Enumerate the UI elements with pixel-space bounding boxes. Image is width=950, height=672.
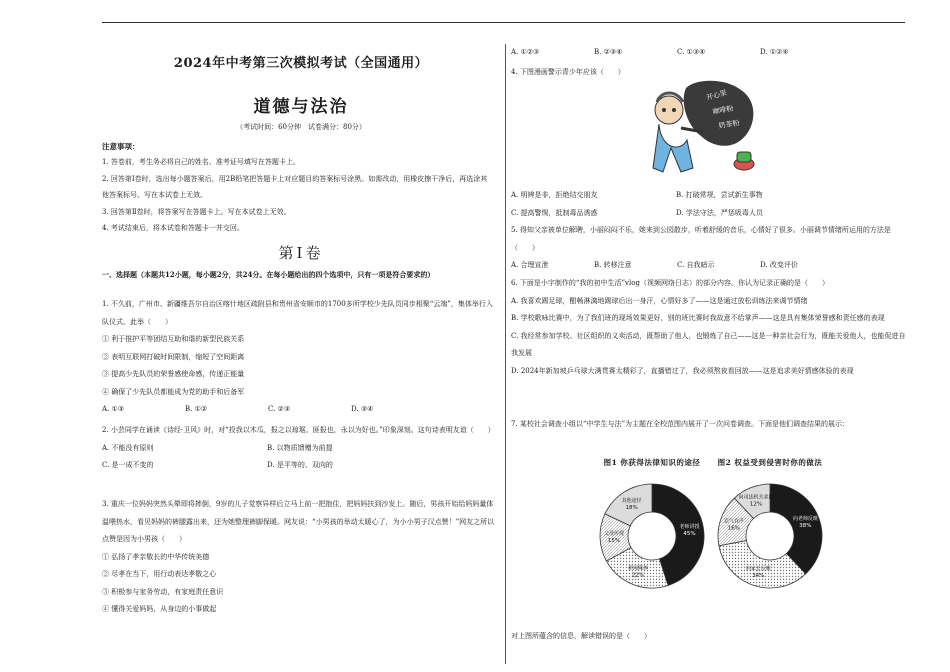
question-6 [511,275,906,380]
slice-value: 34% [752,573,765,580]
statement: ① 利于推护平等团结互助和谐的新型民族关系 [102,335,245,343]
slice-value: 15% [607,538,621,545]
slice-value: 16% [727,525,740,532]
slice-label: 老师讲授 [679,524,700,531]
left-column [102,30,500,666]
options-row [102,457,497,475]
notice-item: 1. 答卷前，考生务必将自己的姓名、准考证号填写在答题卡上。 [102,158,300,166]
cartoon-illustration [641,80,761,180]
question-7-stem: 7. 某校社会调查小组以“中学生与法”为主题在全校范围内展开了一次问卷调查。下面是他们调查结果的展示： [511,420,850,428]
exam-meta: （考试时间：60分钟 试卷满分：80分） [236,123,366,131]
option-a[interactable]: A. ①③ [102,405,125,413]
section-heading: 一、选择题（本题共12小题，每小题2分，共24分。在每小题给出的四个选项中，只有一项是符合要求的） [102,270,435,279]
option-a[interactable]: A. 明辨是非，拒绝结交朋友 [511,191,598,199]
option-b[interactable]: B. 转移注意 [594,261,632,269]
slice-label: 其他途径 [621,497,642,504]
burner-top [737,152,751,162]
option-d[interactable]: D. 改变评价 [760,261,798,269]
pie-chart-1 [598,482,706,590]
cartoon-label: 开心果 [705,88,728,102]
slice-label: 忍气吞声 [723,518,744,525]
option-b[interactable]: B. ②③④ [594,48,623,56]
slice-value: 38% [799,523,812,530]
person-eye [672,108,676,112]
cartoon-label: 奶茶粉 [718,119,741,130]
pie-chart-2 [716,482,824,590]
chart-title: 图1 你获得法律知识的途径 [603,458,701,467]
column-divider [505,44,506,664]
option-b[interactable]: B. 以物质馈赠为前提 [267,443,333,452]
slice-value: 18% [625,504,638,511]
top-rule [102,22,905,23]
notice-item: 2. 回答第Ⅰ卷时，选出每小题答案后，用2B铅笔把答题卡上对应题目的答案标号涂黑。如需改动，用橡皮擦干净后，再选涂其他答案标号。写在本试卷上无效。 [102,174,488,199]
right-column [511,30,906,666]
statement: ③ 积极参与家务劳动，有家庭责任意识 [102,587,224,596]
option-b[interactable]: B. 学校歌咏比赛中，为了我们班的现场效果更好，别的班比赛时我故意不给掌声——这是具有集体荣誉感和责任感的表现 [511,314,885,322]
subject-title: 道德与法治 [253,97,349,117]
notice-heading: 注意事项： [102,142,140,151]
statement: ③ 提高少先队员的荣誉感使命感，传递正能量 [102,370,245,378]
person-body [653,124,693,172]
statement: ④ 确保了少先队员都能成为党的助手和后备军 [102,387,245,396]
notice-item: 3. 回答第Ⅱ卷时，将答案写在答题卡上。写在本试卷上无效。 [102,207,291,216]
option-c[interactable]: C. 我经常参加学校、社区组织的义卖活动，既帮助了他人，也锻炼了自己——这是一种亲社会行为，既能关爱他人，也能促进自我发展 [511,331,906,357]
notice-list [102,154,494,237]
options-row [102,401,497,419]
option-c[interactable]: C. 自我暗示 [677,261,715,269]
option-a[interactable]: A. 我喜欢踢足球，酣畅淋漓地踢球后出一身汗，心情好多了——这是通过放松训练法来调节情绪 [511,296,808,305]
question-stem: 6. 下面是小宇制作的“我的初中生活”vlog（视频网络日志）的部分内容。你认为记录正确的是（ ） [511,279,829,287]
question-4-stem: 4. 下图漫画警示青少年应该（ ） [511,68,625,76]
option-b[interactable]: B. 打破常规，尝试新生事物 [676,191,763,199]
options-row [511,257,906,275]
person-eye [662,108,666,112]
notice-item: 4. 考试结束后，将本试卷和答题卡一并交回。 [102,224,244,232]
question-2 [102,422,497,475]
options-row [511,205,906,223]
option-d[interactable]: D. 学法守法，严惩吸毒人员 [676,208,763,217]
option-a[interactable]: A. 不能没有原则 [102,443,154,452]
chart-2 [714,458,826,618]
question-stem: 1. 不久前，广州市、新疆维吾尔自治区喀什地区疏附县和贵州省安顺市的1700多所学校少先队员同步相聚“云端”，集体举行入队仪式。此举（ ） [102,300,493,326]
exam-title: 2024年中考第三次模拟考试（全国通用） [173,56,429,71]
option-d[interactable]: D. ③④ [351,405,374,413]
option-a[interactable]: A. 合理宣泄 [511,261,549,269]
q3-options-row [511,48,906,56]
question-3 [102,496,497,619]
survey-charts [596,458,826,618]
options-row [511,187,906,205]
option-c[interactable]: C. ②③ [268,405,291,413]
slice-label: 向司法机关求助 [738,494,774,501]
volume-heading: 第Ⅰ卷 [278,244,324,262]
statement: ② 表明互联网打破时间限制，缩短了空间距离 [102,352,245,361]
option-d[interactable]: D. 2024年新加坡乒乓球大满贯赛太精彩了，直播错过了，我必须熬夜看回放——这是追求美好情感体验的表现 [511,366,854,375]
statement: ② 尽孝在当下，用行动表达孝敬之心 [102,570,217,578]
question-stem: 3. 重庆一位妈妈突然头晕即将摔倒，9岁的儿子觉察异样后立马上前一把抱住，把妈妈扶到沙发上。随后，男孩开始给妈妈量体温喂热水，看见妈妈的裤腿露出来，还为她整理裤脚保暖。网友说：“小男孩的举动太暖心了，为小小男子汉点赞！”网友之所以点赞是因为小男孩（ ） [102,500,495,543]
question-5 [511,222,906,275]
question-4-options [511,187,906,222]
option-a[interactable]: A. ①②③ [511,48,540,56]
slice-value: 22% [631,572,645,579]
statement: ④ 懂得关爱妈妈，从身边的小事做起 [102,605,217,613]
slice-label: 父母传授 [604,531,625,538]
question-stem: 2. 小芸同学在诵读《诗经·卫风》时，对“投我以木瓜，报之以琼琚。匪报也，永以为好也。”印象深刻。这句诗表明友谊（ ） [102,426,495,434]
option-c[interactable]: C. 是一成不变的 [102,461,154,469]
option-b[interactable]: B. ①② [185,405,208,413]
statement: ① 弘扬了孝亲敬长的中华传统美德 [102,552,210,561]
option-c[interactable]: C. ①③④ [677,48,706,56]
slice-label: 新闻媒体 [628,565,649,572]
option-c[interactable]: C. 提高警惕，抵制毒品诱惑 [511,208,598,217]
slice-label: 向老师反映 [792,516,818,523]
option-d[interactable]: D. ①②④ [760,48,789,56]
option-d[interactable]: D. 是平等的、双向的 [267,461,333,469]
chart-title: 图2 权益受到侵害时你的做法 [717,458,823,467]
question-stem: 5. 得知父亲被单位解聘，小丽闷闷不乐，她来到公园散步，听着舒缓的音乐，心情好了很多。小丽调节情绪所运用的方法是（ ） [511,226,891,252]
slice-value: 12% [749,501,763,508]
slice-label: 向家长反映 [745,566,771,573]
chart-1 [596,458,708,618]
cartoon-label: 咖啡粉 [711,104,735,116]
question-1 [102,296,497,419]
question-7-tail: 对上图所蕴含的信息，解读错误的是（ ） [511,632,651,640]
slice-value: 45% [683,531,696,538]
options-row [102,440,497,458]
